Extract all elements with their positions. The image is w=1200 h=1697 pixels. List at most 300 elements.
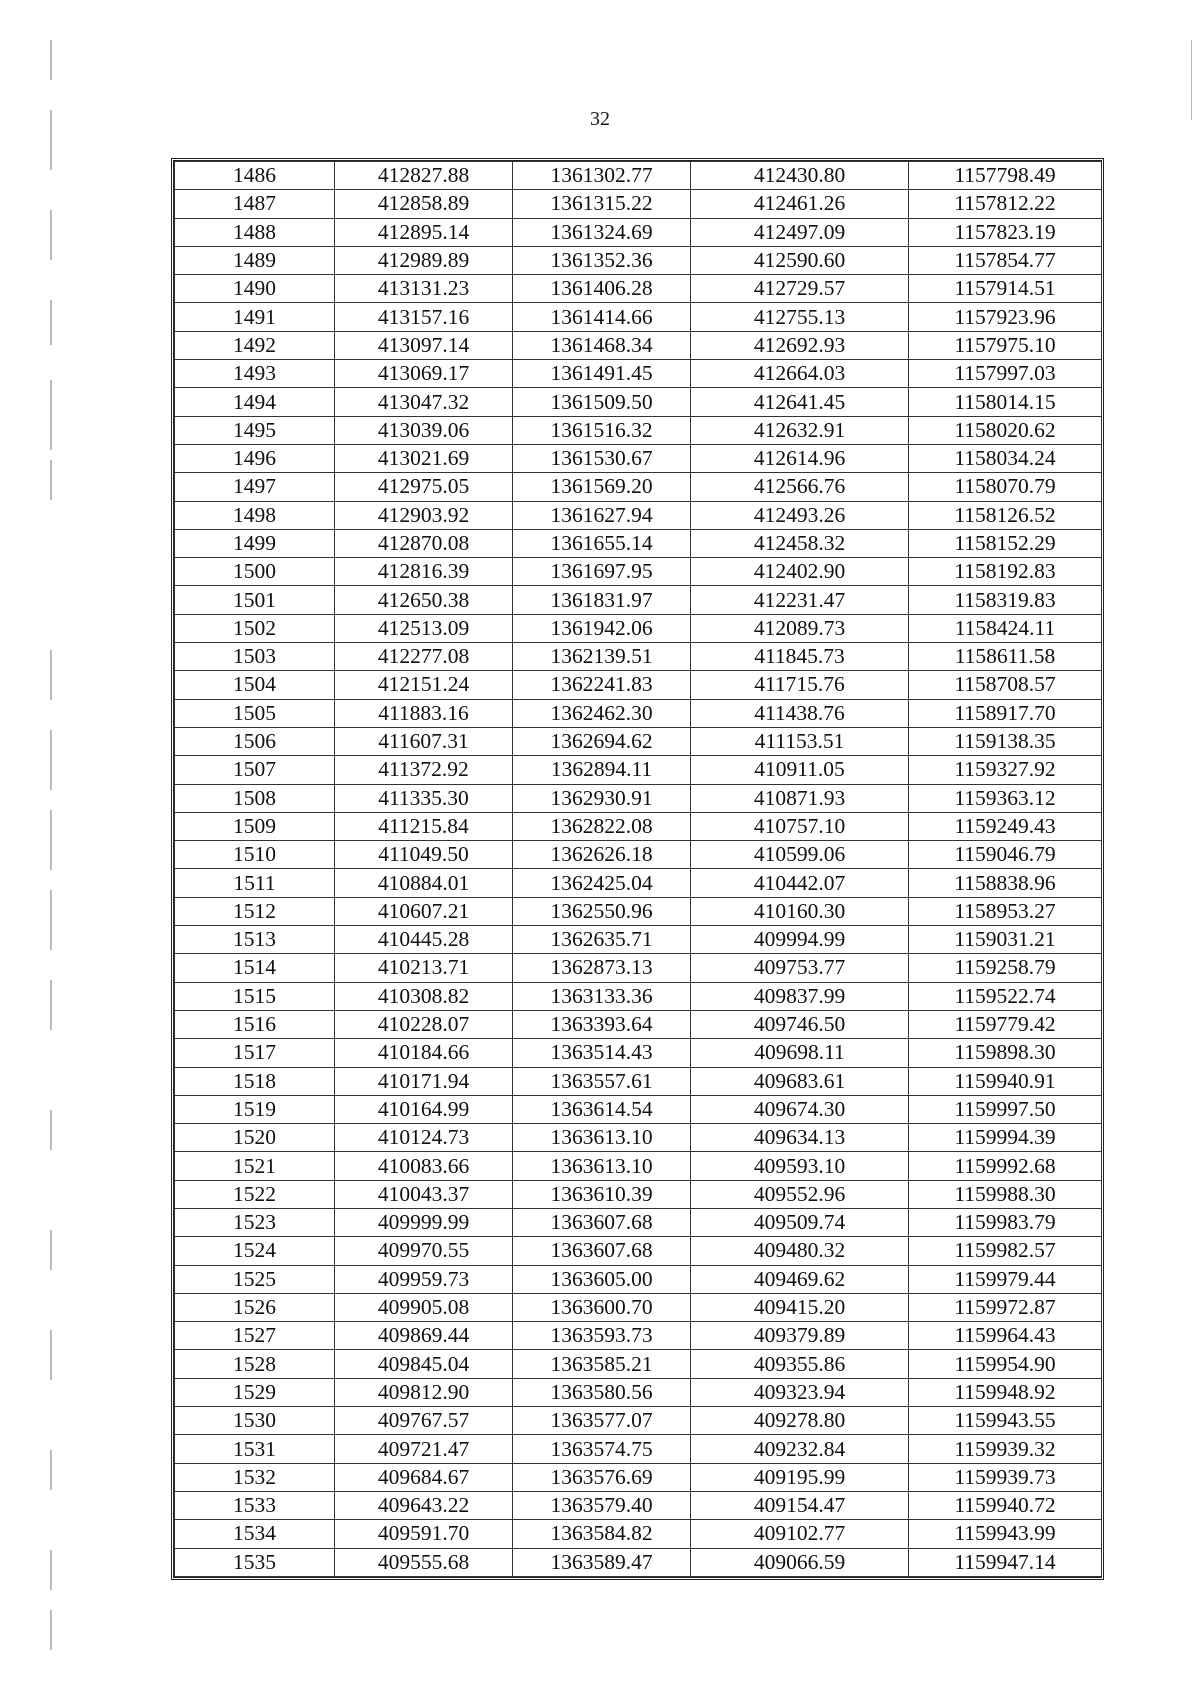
point-number-cell: 1521 — [175, 1152, 335, 1180]
x1-cell: 412975.05 — [335, 473, 513, 501]
x1-cell: 411215.84 — [335, 812, 513, 840]
y2-cell: 1159522.74 — [909, 982, 1102, 1010]
x2-cell: 409379.89 — [691, 1322, 909, 1350]
point-number-cell: 1508 — [175, 784, 335, 812]
y1-cell: 1362550.96 — [513, 897, 691, 925]
y1-cell: 1362873.13 — [513, 954, 691, 982]
x1-cell: 409767.57 — [335, 1407, 513, 1435]
table-row — [175, 1520, 1102, 1548]
point-number-cell: 1492 — [175, 331, 335, 359]
table-row — [175, 558, 1102, 586]
x2-cell: 409593.10 — [691, 1152, 909, 1180]
table-row — [175, 473, 1102, 501]
table-row — [175, 416, 1102, 444]
y2-cell: 1158152.29 — [909, 529, 1102, 557]
x1-cell: 409812.90 — [335, 1378, 513, 1406]
x1-cell: 409959.73 — [335, 1265, 513, 1293]
table-row — [175, 1548, 1102, 1576]
table-row — [175, 671, 1102, 699]
table-row — [175, 388, 1102, 416]
x1-cell: 412277.08 — [335, 643, 513, 671]
y1-cell: 1363614.54 — [513, 1095, 691, 1123]
x1-cell: 410884.01 — [335, 869, 513, 897]
point-number-cell: 1518 — [175, 1067, 335, 1095]
table-row — [175, 275, 1102, 303]
x1-cell: 409643.22 — [335, 1491, 513, 1519]
y2-cell: 1157923.96 — [909, 303, 1102, 331]
x2-cell: 412430.80 — [691, 162, 909, 190]
x2-cell: 412755.13 — [691, 303, 909, 331]
y2-cell: 1159947.14 — [909, 1548, 1102, 1576]
x1-cell: 412650.38 — [335, 586, 513, 614]
x2-cell: 412614.96 — [691, 444, 909, 472]
table-row — [175, 1293, 1102, 1321]
point-number-cell: 1510 — [175, 841, 335, 869]
y1-cell: 1361406.28 — [513, 275, 691, 303]
point-number-cell: 1490 — [175, 275, 335, 303]
y1-cell: 1363576.69 — [513, 1463, 691, 1491]
x2-cell: 411438.76 — [691, 699, 909, 727]
y2-cell: 1159898.30 — [909, 1039, 1102, 1067]
y2-cell: 1159983.79 — [909, 1208, 1102, 1236]
x1-cell: 410043.37 — [335, 1180, 513, 1208]
point-number-cell: 1514 — [175, 954, 335, 982]
y1-cell: 1362425.04 — [513, 869, 691, 897]
y2-cell: 1159939.73 — [909, 1463, 1102, 1491]
y2-cell: 1157854.77 — [909, 246, 1102, 274]
point-number-cell: 1491 — [175, 303, 335, 331]
point-number-cell: 1528 — [175, 1350, 335, 1378]
point-number-cell: 1486 — [175, 162, 335, 190]
x1-cell: 409905.08 — [335, 1293, 513, 1321]
table-row — [175, 1180, 1102, 1208]
point-number-cell: 1512 — [175, 897, 335, 925]
y1-cell: 1361516.32 — [513, 416, 691, 444]
table-row — [175, 1095, 1102, 1123]
y1-cell: 1361468.34 — [513, 331, 691, 359]
y2-cell: 1159031.21 — [909, 926, 1102, 954]
table-row — [175, 1322, 1102, 1350]
y2-cell: 1159940.72 — [909, 1491, 1102, 1519]
point-number-cell: 1527 — [175, 1322, 335, 1350]
x2-cell: 409278.80 — [691, 1407, 909, 1435]
table-row — [175, 614, 1102, 642]
y1-cell: 1363600.70 — [513, 1293, 691, 1321]
point-number-cell: 1505 — [175, 699, 335, 727]
y1-cell: 1361530.67 — [513, 444, 691, 472]
point-number-cell: 1501 — [175, 586, 335, 614]
x2-cell: 409698.11 — [691, 1039, 909, 1067]
x2-cell: 412664.03 — [691, 360, 909, 388]
y2-cell: 1157975.10 — [909, 331, 1102, 359]
x1-cell: 411883.16 — [335, 699, 513, 727]
y2-cell: 1158014.15 — [909, 388, 1102, 416]
x2-cell: 409994.99 — [691, 926, 909, 954]
y1-cell: 1363580.56 — [513, 1378, 691, 1406]
table-row — [175, 1265, 1102, 1293]
table-row — [175, 812, 1102, 840]
x1-cell: 413097.14 — [335, 331, 513, 359]
x1-cell: 409721.47 — [335, 1435, 513, 1463]
x2-cell: 411715.76 — [691, 671, 909, 699]
x2-cell: 409509.74 — [691, 1208, 909, 1236]
x1-cell: 412870.08 — [335, 529, 513, 557]
y1-cell: 1361302.77 — [513, 162, 691, 190]
y2-cell: 1157823.19 — [909, 218, 1102, 246]
y2-cell: 1158192.83 — [909, 558, 1102, 586]
point-number-cell: 1517 — [175, 1039, 335, 1067]
y1-cell: 1361697.95 — [513, 558, 691, 586]
x1-cell: 409869.44 — [335, 1322, 513, 1350]
y2-cell: 1158917.70 — [909, 699, 1102, 727]
x1-cell: 411372.92 — [335, 756, 513, 784]
y1-cell: 1362894.11 — [513, 756, 691, 784]
y1-cell: 1362626.18 — [513, 841, 691, 869]
y2-cell: 1159964.43 — [909, 1322, 1102, 1350]
point-number-cell: 1516 — [175, 1010, 335, 1038]
x1-cell: 412895.14 — [335, 218, 513, 246]
y1-cell: 1361414.66 — [513, 303, 691, 331]
x1-cell: 412858.89 — [335, 190, 513, 218]
y1-cell: 1361569.20 — [513, 473, 691, 501]
y1-cell: 1363613.10 — [513, 1152, 691, 1180]
table-row — [175, 529, 1102, 557]
y2-cell: 1159363.12 — [909, 784, 1102, 812]
x1-cell: 410184.66 — [335, 1039, 513, 1067]
point-number-cell: 1487 — [175, 190, 335, 218]
x2-cell: 412458.32 — [691, 529, 909, 557]
table-row — [175, 1152, 1102, 1180]
x1-cell: 412513.09 — [335, 614, 513, 642]
y2-cell: 1159779.42 — [909, 1010, 1102, 1038]
x2-cell: 412402.90 — [691, 558, 909, 586]
table-row — [175, 1067, 1102, 1095]
x1-cell: 410445.28 — [335, 926, 513, 954]
x2-cell: 409066.59 — [691, 1548, 909, 1576]
y2-cell: 1157997.03 — [909, 360, 1102, 388]
y2-cell: 1159997.50 — [909, 1095, 1102, 1123]
y2-cell: 1158953.27 — [909, 897, 1102, 925]
y1-cell: 1363133.36 — [513, 982, 691, 1010]
y1-cell: 1363605.00 — [513, 1265, 691, 1293]
table-row — [175, 1491, 1102, 1519]
y2-cell: 1159943.99 — [909, 1520, 1102, 1548]
point-number-cell: 1520 — [175, 1124, 335, 1152]
table-row — [175, 331, 1102, 359]
point-number-cell: 1531 — [175, 1435, 335, 1463]
coordinate-table — [174, 161, 1102, 1577]
y2-cell: 1159249.43 — [909, 812, 1102, 840]
x2-cell: 412590.60 — [691, 246, 909, 274]
x1-cell: 413131.23 — [335, 275, 513, 303]
x1-cell: 410228.07 — [335, 1010, 513, 1038]
point-number-cell: 1500 — [175, 558, 335, 586]
x1-cell: 412903.92 — [335, 501, 513, 529]
y1-cell: 1363613.10 — [513, 1124, 691, 1152]
x1-cell: 409999.99 — [335, 1208, 513, 1236]
x1-cell: 409555.68 — [335, 1548, 513, 1576]
y2-cell: 1158424.11 — [909, 614, 1102, 642]
x1-cell: 409970.55 — [335, 1237, 513, 1265]
table-row — [175, 1237, 1102, 1265]
y1-cell: 1362139.51 — [513, 643, 691, 671]
x2-cell: 412089.73 — [691, 614, 909, 642]
x2-cell: 412729.57 — [691, 275, 909, 303]
point-number-cell: 1533 — [175, 1491, 335, 1519]
x2-cell: 409469.62 — [691, 1265, 909, 1293]
point-number-cell: 1535 — [175, 1548, 335, 1576]
y1-cell: 1363579.40 — [513, 1491, 691, 1519]
y2-cell: 1158319.83 — [909, 586, 1102, 614]
x1-cell: 413047.32 — [335, 388, 513, 416]
table-row — [175, 926, 1102, 954]
x2-cell: 412497.09 — [691, 218, 909, 246]
x2-cell: 409415.20 — [691, 1293, 909, 1321]
point-number-cell: 1526 — [175, 1293, 335, 1321]
y2-cell: 1159988.30 — [909, 1180, 1102, 1208]
table-row — [175, 841, 1102, 869]
y2-cell: 1159940.91 — [909, 1067, 1102, 1095]
x2-cell: 409232.84 — [691, 1435, 909, 1463]
point-number-cell: 1529 — [175, 1378, 335, 1406]
point-number-cell: 1503 — [175, 643, 335, 671]
point-number-cell: 1530 — [175, 1407, 335, 1435]
x2-cell: 412632.91 — [691, 416, 909, 444]
point-number-cell: 1524 — [175, 1237, 335, 1265]
y2-cell: 1158838.96 — [909, 869, 1102, 897]
table-row — [175, 727, 1102, 755]
point-number-cell: 1502 — [175, 614, 335, 642]
y2-cell: 1159979.44 — [909, 1265, 1102, 1293]
point-number-cell: 1532 — [175, 1463, 335, 1491]
x1-cell: 410308.82 — [335, 982, 513, 1010]
y1-cell: 1362241.83 — [513, 671, 691, 699]
x2-cell: 409753.77 — [691, 954, 909, 982]
table-row — [175, 1350, 1102, 1378]
table-row — [175, 444, 1102, 472]
x2-cell: 412641.45 — [691, 388, 909, 416]
x2-cell: 412493.26 — [691, 501, 909, 529]
point-number-cell: 1488 — [175, 218, 335, 246]
y2-cell: 1159972.87 — [909, 1293, 1102, 1321]
table-row — [175, 897, 1102, 925]
x1-cell: 410124.73 — [335, 1124, 513, 1152]
x2-cell: 410871.93 — [691, 784, 909, 812]
point-number-cell: 1494 — [175, 388, 335, 416]
point-number-cell: 1496 — [175, 444, 335, 472]
y2-cell: 1158020.62 — [909, 416, 1102, 444]
x1-cell: 413021.69 — [335, 444, 513, 472]
point-number-cell: 1519 — [175, 1095, 335, 1123]
coordinate-table-frame — [171, 158, 1104, 1580]
y1-cell: 1362462.30 — [513, 699, 691, 727]
y1-cell: 1361627.94 — [513, 501, 691, 529]
y1-cell: 1363393.64 — [513, 1010, 691, 1038]
table-row — [175, 303, 1102, 331]
x2-cell: 409837.99 — [691, 982, 909, 1010]
x2-cell: 409552.96 — [691, 1180, 909, 1208]
x2-cell: 410442.07 — [691, 869, 909, 897]
y1-cell: 1361315.22 — [513, 190, 691, 218]
point-number-cell: 1522 — [175, 1180, 335, 1208]
table-row — [175, 982, 1102, 1010]
coordinate-table-body — [175, 162, 1102, 1577]
page-number: 32 — [590, 108, 610, 130]
y2-cell: 1159992.68 — [909, 1152, 1102, 1180]
x1-cell: 410083.66 — [335, 1152, 513, 1180]
x2-cell: 409634.13 — [691, 1124, 909, 1152]
table-row — [175, 190, 1102, 218]
x1-cell: 409591.70 — [335, 1520, 513, 1548]
y1-cell: 1362694.62 — [513, 727, 691, 755]
table-row — [175, 699, 1102, 727]
x1-cell: 411049.50 — [335, 841, 513, 869]
y1-cell: 1361655.14 — [513, 529, 691, 557]
point-number-cell: 1513 — [175, 926, 335, 954]
x1-cell: 413039.06 — [335, 416, 513, 444]
y1-cell: 1363557.61 — [513, 1067, 691, 1095]
table-row — [175, 1124, 1102, 1152]
x2-cell: 409674.30 — [691, 1095, 909, 1123]
point-number-cell: 1493 — [175, 360, 335, 388]
table-row — [175, 1010, 1102, 1038]
x2-cell: 412461.26 — [691, 190, 909, 218]
x2-cell: 409683.61 — [691, 1067, 909, 1095]
x1-cell: 410213.71 — [335, 954, 513, 982]
y1-cell: 1363607.68 — [513, 1208, 691, 1236]
table-row — [175, 1039, 1102, 1067]
table-row — [175, 1463, 1102, 1491]
point-number-cell: 1495 — [175, 416, 335, 444]
y2-cell: 1158708.57 — [909, 671, 1102, 699]
y1-cell: 1361324.69 — [513, 218, 691, 246]
x2-cell: 409746.50 — [691, 1010, 909, 1038]
x2-cell: 412566.76 — [691, 473, 909, 501]
point-number-cell: 1507 — [175, 756, 335, 784]
x1-cell: 409684.67 — [335, 1463, 513, 1491]
y1-cell: 1363514.43 — [513, 1039, 691, 1067]
table-row — [175, 869, 1102, 897]
y1-cell: 1363593.73 — [513, 1322, 691, 1350]
x1-cell: 410607.21 — [335, 897, 513, 925]
y2-cell: 1158126.52 — [909, 501, 1102, 529]
y1-cell: 1363577.07 — [513, 1407, 691, 1435]
x1-cell: 410171.94 — [335, 1067, 513, 1095]
x1-cell: 413069.17 — [335, 360, 513, 388]
table-row — [175, 360, 1102, 388]
y2-cell: 1159258.79 — [909, 954, 1102, 982]
table-row — [175, 954, 1102, 982]
y2-cell: 1157798.49 — [909, 162, 1102, 190]
x1-cell: 409845.04 — [335, 1350, 513, 1378]
x1-cell: 413157.16 — [335, 303, 513, 331]
point-number-cell: 1499 — [175, 529, 335, 557]
x2-cell: 410599.06 — [691, 841, 909, 869]
table-row — [175, 784, 1102, 812]
y1-cell: 1361942.06 — [513, 614, 691, 642]
y1-cell: 1361831.97 — [513, 586, 691, 614]
y1-cell: 1361352.36 — [513, 246, 691, 274]
y2-cell: 1159327.92 — [909, 756, 1102, 784]
x2-cell: 409480.32 — [691, 1237, 909, 1265]
table-row — [175, 501, 1102, 529]
x2-cell: 409323.94 — [691, 1378, 909, 1406]
point-number-cell: 1534 — [175, 1520, 335, 1548]
table-row — [175, 586, 1102, 614]
y2-cell: 1159954.90 — [909, 1350, 1102, 1378]
y2-cell: 1159943.55 — [909, 1407, 1102, 1435]
table-row — [175, 218, 1102, 246]
x2-cell: 409102.77 — [691, 1520, 909, 1548]
y2-cell: 1157812.22 — [909, 190, 1102, 218]
y1-cell: 1362635.71 — [513, 926, 691, 954]
y1-cell: 1363574.75 — [513, 1435, 691, 1463]
y1-cell: 1363589.47 — [513, 1548, 691, 1576]
y2-cell: 1159138.35 — [909, 727, 1102, 755]
x2-cell: 410911.05 — [691, 756, 909, 784]
y2-cell: 1158070.79 — [909, 473, 1102, 501]
point-number-cell: 1498 — [175, 501, 335, 529]
y2-cell: 1159046.79 — [909, 841, 1102, 869]
x1-cell: 410164.99 — [335, 1095, 513, 1123]
y2-cell: 1158611.58 — [909, 643, 1102, 671]
point-number-cell: 1525 — [175, 1265, 335, 1293]
table-row — [175, 756, 1102, 784]
point-number-cell: 1523 — [175, 1208, 335, 1236]
x2-cell: 412231.47 — [691, 586, 909, 614]
point-number-cell: 1504 — [175, 671, 335, 699]
point-number-cell: 1509 — [175, 812, 335, 840]
table-row — [175, 162, 1102, 190]
y1-cell: 1363585.21 — [513, 1350, 691, 1378]
table-row — [175, 246, 1102, 274]
y1-cell: 1363610.39 — [513, 1180, 691, 1208]
y1-cell: 1361509.50 — [513, 388, 691, 416]
y1-cell: 1362822.08 — [513, 812, 691, 840]
point-number-cell: 1497 — [175, 473, 335, 501]
y2-cell: 1159948.92 — [909, 1378, 1102, 1406]
y1-cell: 1362930.91 — [513, 784, 691, 812]
table-row — [175, 1407, 1102, 1435]
point-number-cell: 1489 — [175, 246, 335, 274]
x1-cell: 412827.88 — [335, 162, 513, 190]
x2-cell: 410160.30 — [691, 897, 909, 925]
x2-cell: 410757.10 — [691, 812, 909, 840]
x2-cell: 409195.99 — [691, 1463, 909, 1491]
table-row — [175, 1208, 1102, 1236]
y1-cell: 1363584.82 — [513, 1520, 691, 1548]
y1-cell: 1361491.45 — [513, 360, 691, 388]
point-number-cell: 1515 — [175, 982, 335, 1010]
x1-cell: 412151.24 — [335, 671, 513, 699]
y2-cell: 1158034.24 — [909, 444, 1102, 472]
x2-cell: 412692.93 — [691, 331, 909, 359]
y1-cell: 1363607.68 — [513, 1237, 691, 1265]
x2-cell: 411153.51 — [691, 727, 909, 755]
x1-cell: 411607.31 — [335, 727, 513, 755]
x1-cell: 412989.89 — [335, 246, 513, 274]
y2-cell: 1159939.32 — [909, 1435, 1102, 1463]
x2-cell: 409355.86 — [691, 1350, 909, 1378]
x2-cell: 411845.73 — [691, 643, 909, 671]
y2-cell: 1159982.57 — [909, 1237, 1102, 1265]
point-number-cell: 1506 — [175, 727, 335, 755]
table-row — [175, 643, 1102, 671]
y2-cell: 1157914.51 — [909, 275, 1102, 303]
x2-cell: 409154.47 — [691, 1491, 909, 1519]
scan-artifacts — [38, 30, 68, 1660]
x1-cell: 411335.30 — [335, 784, 513, 812]
